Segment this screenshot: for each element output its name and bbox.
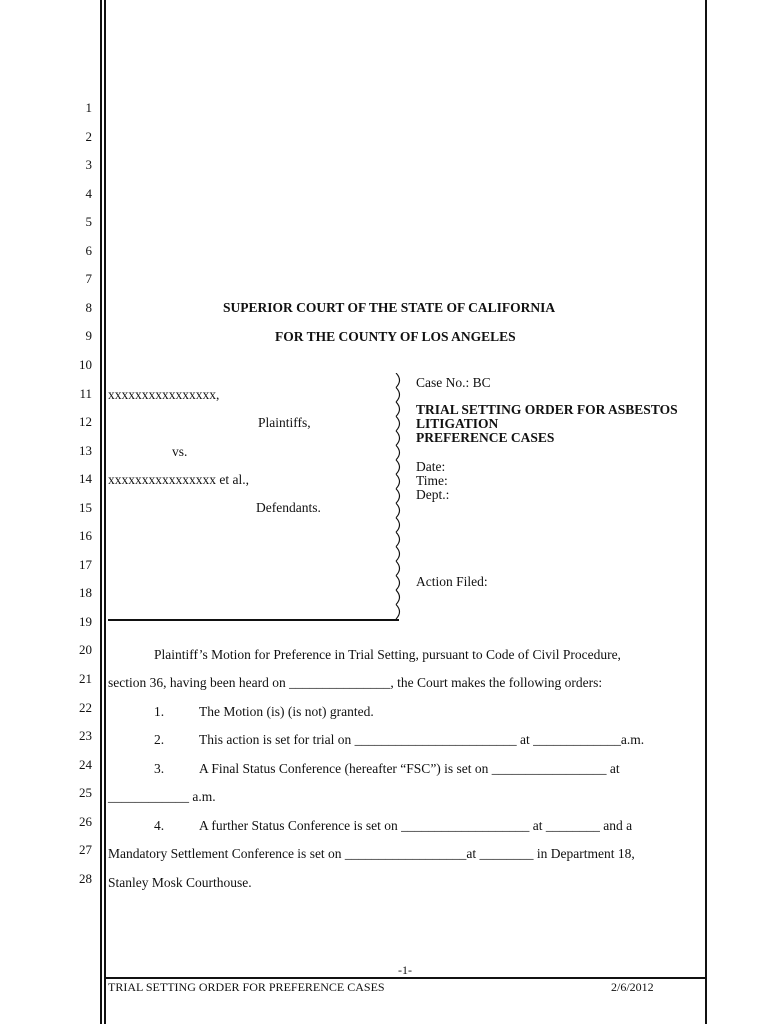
item-4-number: 4. <box>154 818 165 833</box>
action-filed-label: Action Filed: <box>416 574 488 589</box>
line-number: 13 <box>79 442 92 458</box>
item-1-text: The Motion (is) (is not) granted. <box>199 704 374 719</box>
item-2-number: 2. <box>154 732 165 747</box>
defendant-name: xxxxxxxxxxxxxxxx et al., <box>108 472 249 487</box>
page-number: -1- <box>398 963 412 977</box>
case-number: Case No.: BC <box>416 375 491 390</box>
caption-underline <box>108 619 399 621</box>
line-number: 12 <box>79 414 92 430</box>
line-number: 3 <box>85 157 92 173</box>
left-margin-rule-inner <box>104 0 106 1024</box>
defendants-label: Defendants. <box>256 500 321 515</box>
line-number: 20 <box>79 642 92 658</box>
document-title-line2: LITIGATION <box>416 416 499 431</box>
document-title-line3: PREFERENCE CASES <box>416 430 555 445</box>
line-number: 23 <box>79 728 92 744</box>
line-number: 26 <box>79 813 92 829</box>
line-number: 18 <box>79 585 92 601</box>
line-number: 24 <box>79 756 92 772</box>
item-3-text: A Final Status Conference (hereafter “FSC”) is set on _________________ at <box>199 761 620 776</box>
hearing-time-label: Time: <box>416 473 448 488</box>
line-number: 22 <box>79 699 92 715</box>
item-2-text: This action is set for trial on ________________________ at _____________a.m. <box>199 732 645 747</box>
item-4-line-3: Stanley Mosk Courthouse. <box>108 875 252 890</box>
hearing-date-label: Date: <box>416 459 446 474</box>
item-4-text: A further Status Conference is set on ___________________ at ________ and a <box>199 818 633 833</box>
paragraph-1-line-2: section 36, having been heard on _______________, the Court makes the following orders: <box>108 675 603 690</box>
line-number: 8 <box>85 299 92 315</box>
line-number: 6 <box>85 242 92 258</box>
item-3-number: 3. <box>154 761 165 776</box>
line-number: 19 <box>79 613 92 629</box>
right-margin-rule <box>705 0 707 1024</box>
footer-date: 2/6/2012 <box>611 980 654 994</box>
line-number: 5 <box>85 214 92 230</box>
line-number: 27 <box>79 842 92 858</box>
line-number: 15 <box>79 499 92 515</box>
document-title-line1: TRIAL SETTING ORDER FOR ASBESTOS <box>416 402 678 417</box>
court-heading-line1: SUPERIOR COURT OF THE STATE OF CALIFORNIA <box>223 300 556 315</box>
line-number: 11 <box>79 385 92 401</box>
line-number: 9 <box>85 328 92 344</box>
line-number: 21 <box>79 671 92 686</box>
line-number: 25 <box>79 785 92 801</box>
court-heading-line2: FOR THE COUNTY OF LOS ANGELES <box>275 329 516 344</box>
plaintiff-name: xxxxxxxxxxxxxxxx, <box>108 387 220 402</box>
item-4-line-2: Mandatory Settlement Conference is set on __________________at ________ in Department 18, <box>108 846 635 861</box>
item-3-continuation: ____________ a.m. <box>108 789 216 804</box>
line-number: 1 <box>85 100 92 115</box>
left-margin-rule-outer <box>100 0 102 1024</box>
line-number: 17 <box>79 556 92 572</box>
plaintiffs-label: Plaintiffs, <box>258 415 311 430</box>
line-number: 28 <box>79 870 92 886</box>
caption-bracket <box>393 373 407 619</box>
hearing-dept-label: Dept.: <box>416 487 450 502</box>
footer-title: TRIAL SETTING ORDER FOR PREFERENCE CASES <box>108 980 385 994</box>
line-number: 7 <box>85 271 92 287</box>
paragraph-1-line-1: Plaintiff’s Motion for Preference in Trial Setting, pursuant to Code of Civil Procedure, <box>154 647 621 662</box>
line-number: 2 <box>85 128 92 144</box>
line-number: 10 <box>79 356 92 372</box>
item-1-number: 1. <box>154 704 165 719</box>
versus-label: vs. <box>172 444 188 459</box>
line-number: 4 <box>85 185 92 201</box>
line-number: 16 <box>79 528 92 544</box>
line-number: 14 <box>79 471 92 487</box>
